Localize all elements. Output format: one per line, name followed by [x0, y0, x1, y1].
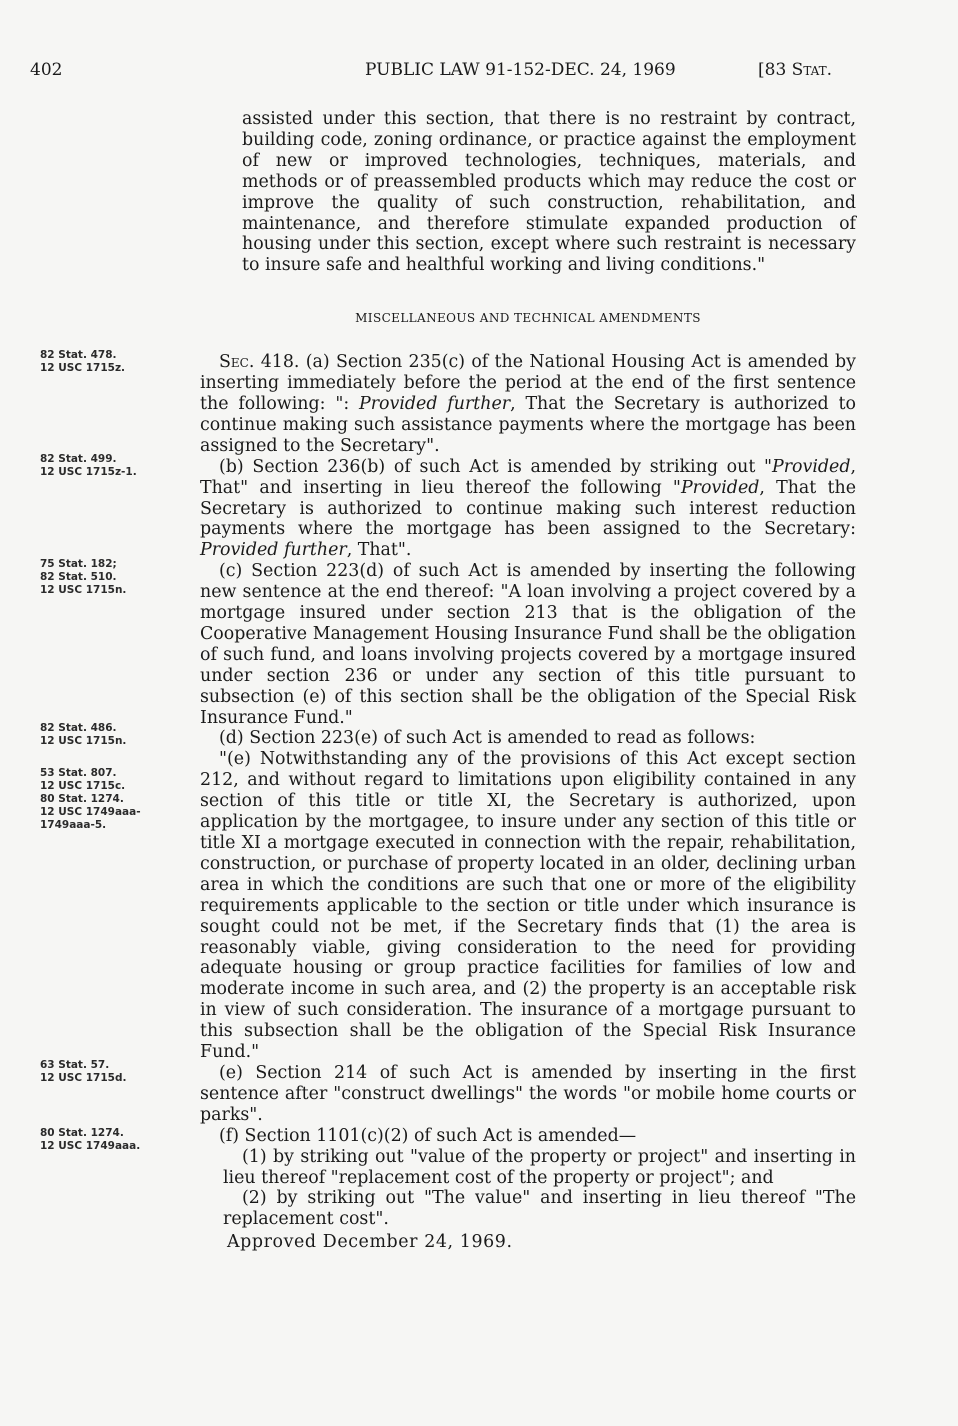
sec-418-f: (f) Section 1101(c)(2) of such Act is amended— — [219, 1125, 637, 1146]
margin-note: 53 Stat. 807. 12 USC 1715c. 80 Stat. 1274. 12 USC 1749aaa- 1749aaa-5. — [40, 767, 141, 831]
approval-date: Approved December 24, 1969. — [227, 1232, 513, 1253]
page-header — [30, 60, 882, 90]
sec-418-a: Sec. 418. (a) Section 235(c) of the National Housing Act is amended by inserting immediately before the period at the end of the first sentence the following: ": Provided further, That the Secretary is authorized to continue making such assistance payments where the mortgage has been assigned to the Secretary". — [200, 352, 856, 456]
sec-418-d: (d) Section 223(e) of such Act is amended to read as follows: — [219, 728, 756, 749]
body-text — [200, 109, 856, 1253]
running-head: PUBLIC LAW 91-152-DEC. 24, 1969 — [365, 60, 676, 80]
margin-note: 82 Stat. 486. 12 USC 1715n. — [40, 722, 127, 747]
volume-stat: Stat. — [791, 60, 833, 80]
margin-note: 82 Stat. 499. 12 USC 1715z-1. — [40, 453, 137, 478]
sec-418-f-2: (2) by striking out "The value" and inserting in lieu thereof "The replacement cost". — [223, 1188, 856, 1230]
continuation-paragraph: assisted under this section, that there is no restraint by contract, building code, zoning ordinance, or practice against the employment of new or improved technologies, techniques, materials, and methods or of preassembled products which may reduce the cost or improve the quality of such construction, rehabilitation, and maintenance, and therefore stimulate expanded production of housing under this section, except where such restraint is necessary to insure safe and healthful working and living conditions." — [242, 109, 856, 276]
sec-418-d-quote: "(e) Notwithstanding any of the provisions of this Act except section 212, and without regard to limitations upon eligibility contained in any section of this title or title XI, the Secretary is authorized, upon application by the mortgagee, to insure under any section of this title or title XI a mortgage executed in connection with the repair, rehabilitation, construction, or purchase of property located in an older, declining urban area in which the conditions are such that one or more of the eligibility requirements applicable to the section or title under which insurance is sought could not be met, if the Secretary finds that (1) the area is reasonably viable, giving consideration to the need for providing adequate housing or group practice facilities for families of low and moderate income in such area, and (2) the property is an acceptable risk in view of such consideration. The insurance of a mortgage pursuant to this subsection shall be the obligation of the Special Risk Insurance Fund." — [200, 749, 856, 1063]
section-heading: MISCELLANEOUS AND TECHNICAL AMENDMENTS — [355, 311, 701, 326]
margin-note: 82 Stat. 478. 12 USC 1715z. — [40, 349, 126, 374]
volume-prefix: [83 — [758, 60, 792, 80]
sec-418-b: (b) Section 236(b) of such Act is amended by striking out "Provided, That" and inserting in lieu thereof the following "Provided, That the Secretary is authorized to continue making such interest reduction payments where the mortgage has been assigned to the Secretary: Provided further, That". — [200, 456, 856, 561]
sec-418-f-1: (1) by striking out "value of the property or project" and inserting in lieu thereof "replacement cost of the property or project"; and — [223, 1146, 856, 1188]
page-number: 402 — [30, 60, 63, 80]
sec-label: Sec. 418. — [219, 352, 300, 373]
volume-citation — [758, 60, 832, 80]
sec-418-c: (c) Section 223(d) of such Act is amended by inserting the following new sentence at the end thereof: "A loan involving a project covered by a mortgage insured under section 213 that is the obligation of the Cooperative Management Housing Insurance Fund shall be the obligation of such fund, and loans involving projects covered by a mortgage insured under section 236 or under any section of this title pursuant to subsection (e) of this section shall be the obligation of the Special Risk Insurance Fund." — [200, 561, 856, 728]
sec-418-e: (e) Section 214 of such Act is amended by inserting in the first sentence after "construct dwellings" the words "or mobile home courts or parks". — [200, 1062, 856, 1125]
margin-note: 75 Stat. 182; 82 Stat. 510. 12 USC 1715n. — [40, 558, 127, 596]
margin-note: 80 Stat. 1274. 12 USC 1749aaa. — [40, 1127, 141, 1152]
margin-note: 63 Stat. 57. 12 USC 1715d. — [40, 1059, 127, 1084]
